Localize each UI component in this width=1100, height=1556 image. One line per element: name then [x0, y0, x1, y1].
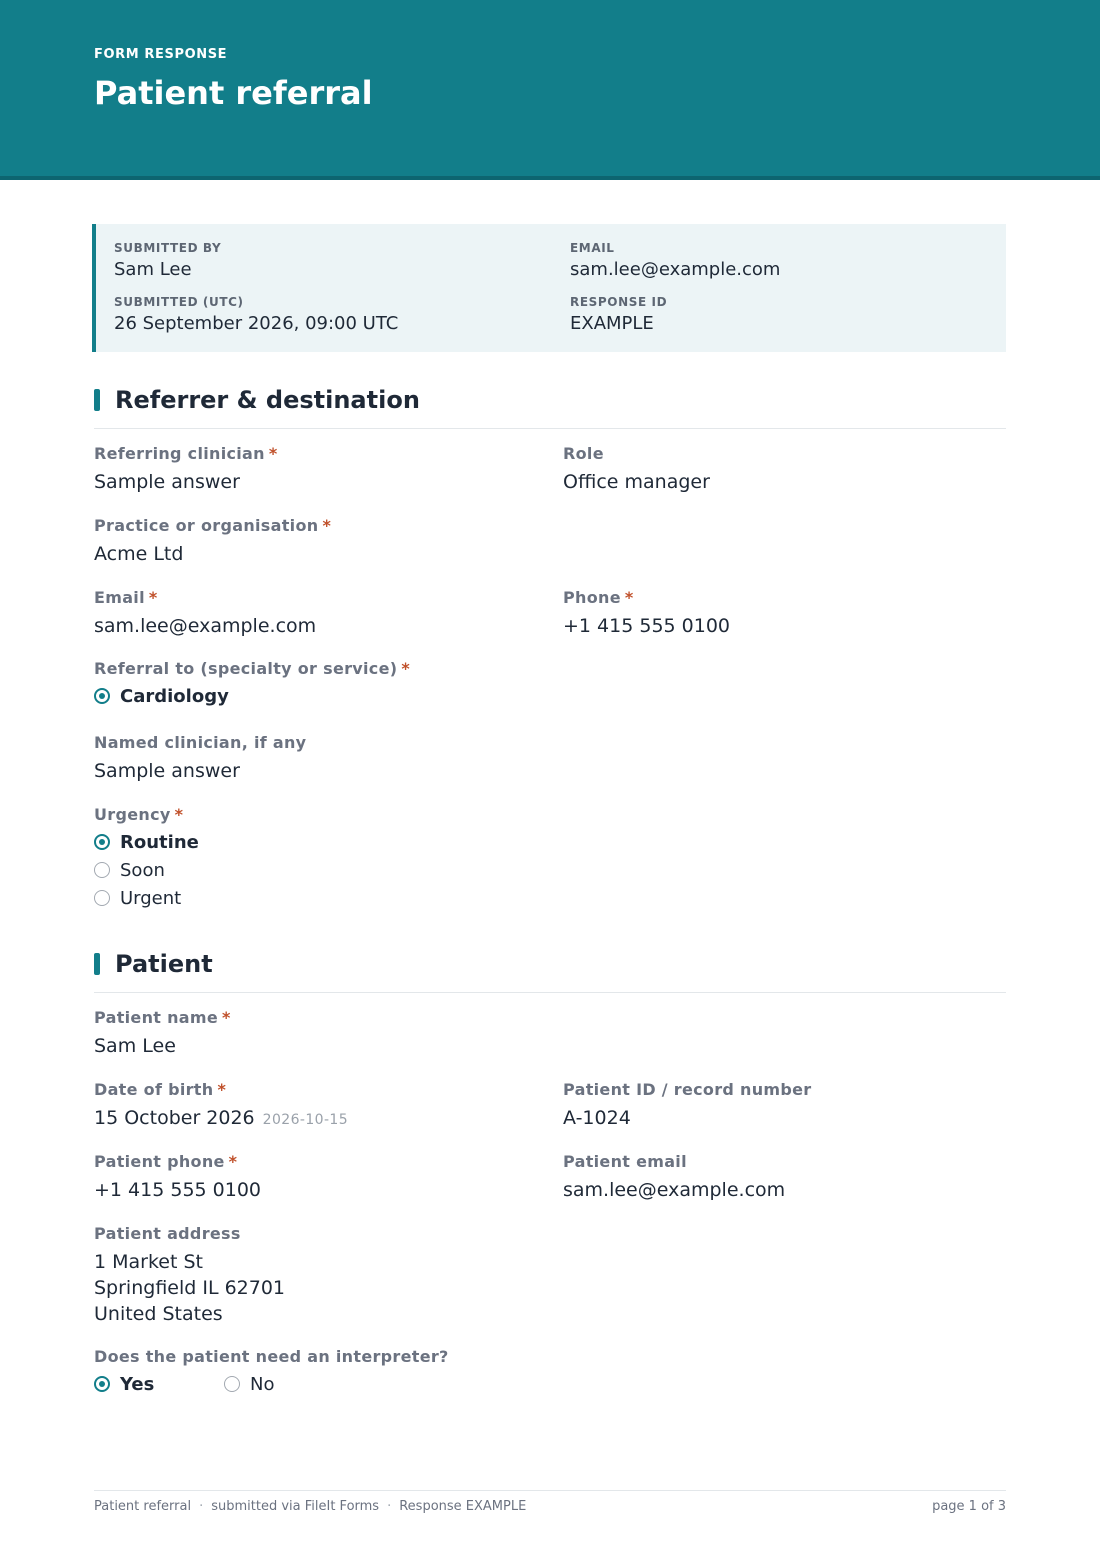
field-value: +1 415 555 0100: [94, 1179, 262, 1201]
section-patient: [94, 949, 1006, 993]
field-role: [563, 444, 993, 495]
radio-unselected-icon: [94, 862, 110, 878]
referral-to-options: [94, 682, 794, 710]
field-label: Patient name *: [94, 1008, 231, 1027]
page-number: page 1 of 3: [932, 1499, 1006, 1514]
page-header: [0, 0, 1100, 180]
field-value: A-1024: [563, 1107, 631, 1129]
field-email: [94, 588, 524, 639]
response-id: [570, 295, 667, 336]
field-value: sam.lee@example.com: [94, 615, 317, 637]
section-referrer-destination: [94, 385, 1006, 429]
field-label: Patient phone *: [94, 1152, 238, 1171]
radio-option-urgent: Urgent: [94, 884, 524, 912]
required-marker: *: [148, 588, 158, 607]
field-value: Office manager: [563, 471, 710, 493]
radio-unselected-icon: [94, 890, 110, 906]
iso-date: 2026-10-15: [262, 1112, 349, 1128]
submitter-email-value: sam.lee@example.com: [570, 259, 781, 280]
radio-selected-icon: [94, 1376, 110, 1392]
submitted-by-value: Sam Lee: [114, 259, 192, 280]
section-accent-bar: [94, 389, 100, 411]
field-label: Referral to (specialty or service) *: [94, 659, 411, 678]
field-value: Sample answer: [94, 760, 240, 782]
field-label: Patient ID / record number: [563, 1080, 812, 1099]
field-value: +1 415 555 0100: [563, 615, 731, 637]
radio-selected-icon: [94, 688, 110, 704]
footer-response: Response EXAMPLE: [399, 1499, 527, 1514]
field-patient-phone: [94, 1152, 524, 1203]
field-label: Date of birth *: [94, 1080, 227, 1099]
field-practice: [94, 516, 524, 567]
required-marker: *: [268, 444, 278, 463]
footer-source: submitted via FileIt Forms: [211, 1499, 380, 1514]
section-title: Patient: [115, 950, 213, 978]
field-referring-clinician: [94, 444, 524, 495]
submitter-email-label: EMAIL: [570, 241, 615, 255]
field-referral-to: [94, 659, 794, 710]
footer-separator: ·: [199, 1499, 204, 1514]
field-label: Urgency *: [94, 805, 184, 824]
footer-info: [94, 1499, 526, 1514]
submitted-by-label: SUBMITTED BY: [114, 241, 222, 255]
submitter-email: [570, 241, 780, 282]
radio-selected-icon: [94, 834, 110, 850]
field-phone: [563, 588, 993, 639]
section-title: Referrer & destination: [115, 386, 420, 414]
field-interpreter: [94, 1347, 794, 1398]
field-label: Patient address: [94, 1224, 241, 1243]
footer-form-name: Patient referral: [94, 1499, 192, 1514]
radio-option-routine: Routine: [94, 828, 524, 856]
required-marker: *: [624, 588, 634, 607]
urgency-options: [94, 828, 524, 912]
field-named-clinician: [94, 733, 524, 784]
field-label: Email *: [94, 588, 158, 607]
field-urgency: [94, 805, 524, 912]
required-marker: *: [222, 1008, 231, 1027]
field-value: Sample answer: [94, 471, 240, 493]
field-label: Does the patient need an interpreter?: [94, 1347, 449, 1366]
section-accent-bar: [94, 953, 100, 975]
field-value: Sam Lee: [94, 1035, 176, 1057]
address-line: United States: [94, 1303, 223, 1325]
submitted-utc-label: SUBMITTED (UTC): [114, 295, 244, 309]
radio-option-cardiology: Cardiology: [94, 682, 794, 710]
field-label: Practice or organisation *: [94, 516, 332, 535]
form-response-kicker: FORM RESPONSE: [94, 47, 228, 62]
field-value: [94, 1249, 524, 1327]
address-line: Springfield IL 62701: [94, 1277, 286, 1299]
field-label: Referring clinician *: [94, 444, 278, 463]
response-id-label: RESPONSE ID: [570, 295, 668, 309]
footer-separator: ·: [387, 1499, 392, 1514]
field-patient-record: [563, 1080, 993, 1131]
submitted-utc: [114, 295, 398, 336]
required-marker: *: [228, 1152, 238, 1171]
response-id-value: EXAMPLE: [570, 313, 654, 334]
interpreter-options: [94, 1370, 794, 1398]
submission-meta-panel: [92, 224, 1006, 352]
address-line: 1 Market St: [94, 1251, 203, 1273]
radio-unselected-icon: [224, 1376, 240, 1392]
field-label: Named clinician, if any: [94, 733, 307, 752]
field-value: sam.lee@example.com: [563, 1179, 786, 1201]
radio-option-no: No: [224, 1370, 354, 1398]
submitted-by: [114, 241, 221, 282]
radio-option-yes: Yes: [94, 1370, 224, 1398]
radio-option-soon: Soon: [94, 856, 524, 884]
field-value: Acme Ltd: [94, 543, 184, 565]
field-patient-address: [94, 1224, 524, 1327]
submitted-utc-value: 26 September 2026, 09:00 UTC: [114, 313, 399, 334]
field-label: Phone *: [563, 588, 634, 607]
page-title: Patient referral: [94, 74, 373, 112]
field-value: 15 October 2026 2026-10-15: [94, 1107, 349, 1129]
required-marker: *: [401, 659, 411, 678]
field-label: Role: [563, 444, 604, 463]
required-marker: *: [217, 1080, 227, 1099]
field-date-of-birth: [94, 1080, 524, 1133]
field-patient-email: [563, 1152, 993, 1203]
required-marker: *: [322, 516, 332, 535]
page-footer: [94, 1490, 1006, 1530]
required-marker: *: [174, 805, 184, 824]
field-label: Patient email: [563, 1152, 687, 1171]
field-patient-name: [94, 1008, 524, 1059]
